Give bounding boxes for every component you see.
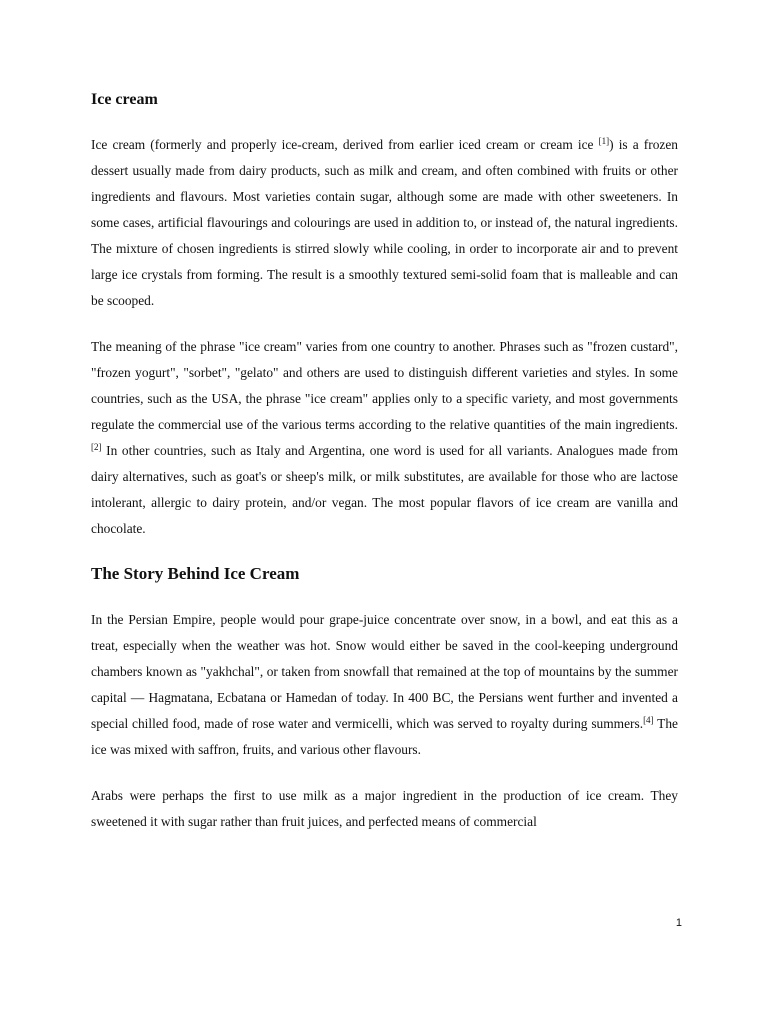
paragraph-text: ) is a frozen dessert usually made from dairy products, such as milk and cream, and often combined with fruits or other ingredients and flavours. Most varieties contain sugar, although some are made with other sweeteners. In some cases, artificial flavourings and colourings are used in addition to, or instead of, the natural ingredients. The mixture of chosen ingredients is stirred slowly while cooling, in order to incorporate air and to prevent large ice crystals from forming. The result is a smoothly textured semi-solid foam that is malleable and can be scooped. <box>91 137 678 308</box>
paragraph-persian-empire <box>91 607 678 763</box>
paragraph-ice-cream-meaning <box>91 334 678 542</box>
paragraph-arabs: Arabs were perhaps the first to use milk as a major ingredient in the production of ice cream. They sweetened it with sugar rather than fruit juices, and perfected means of commercial <box>91 788 678 829</box>
paragraph-text: Ice cream (formerly and properly ice-cream, derived from earlier iced cream or cream ice <box>91 137 599 152</box>
paragraph-text: In the Persian Empire, people would pour grape-juice concentrate over snow, in a bowl, and eat this as a treat, especially when the weather was hot. Snow would either be saved in the cool-keeping underground chambers known as "yakhchal", or taken from snowfall that remained at the top of mountains by the summer capital — Hagmatana, Ecbatana or Hamedan of today. In 400 BC, the Persians went further and invented a special chilled food, made of rose water and vermicelli, which was served to royalty during summers. <box>91 612 678 731</box>
paragraph-text: The meaning of the phrase "ice cream" varies from one country to another. Phrases such as "frozen custard", "frozen yogurt", "sorbet", "gelato" and others are used to distinguish different varieties and styles. In some countries, such as the USA, the phrase "ice cream" applies only to a specific variety, and most governments regulate the commercial use of the various terms according to the relative quantities of the main ingredients. <box>91 339 678 432</box>
paragraph-text: The ice was mixed with saffron, fruits, and various other flavours. <box>91 716 678 757</box>
section-heading-story: The Story Behind Ice Cream <box>91 564 300 583</box>
citation-ref-4[interactable]: [4] <box>643 715 654 725</box>
section-heading-ice-cream: Ice cream <box>91 91 158 108</box>
citation-ref-1[interactable]: [1] <box>598 136 610 146</box>
citation-ref-2[interactable]: [2] <box>91 442 102 452</box>
paragraph-text: In other countries, such as Italy and Argentina, one word is used for all variants. Analogues made from dairy alternatives, such as goat's or sheep's milk, or milk substitutes, are available for those who are lactose intolerant, allergic to dairy protein, and/or vegan. The most popular flavors of ice cream are vanilla and chocolate. <box>91 443 678 536</box>
page-content <box>91 88 678 855</box>
paragraph-ice-cream-definition <box>91 132 678 314</box>
page-number: 1 <box>675 917 682 929</box>
